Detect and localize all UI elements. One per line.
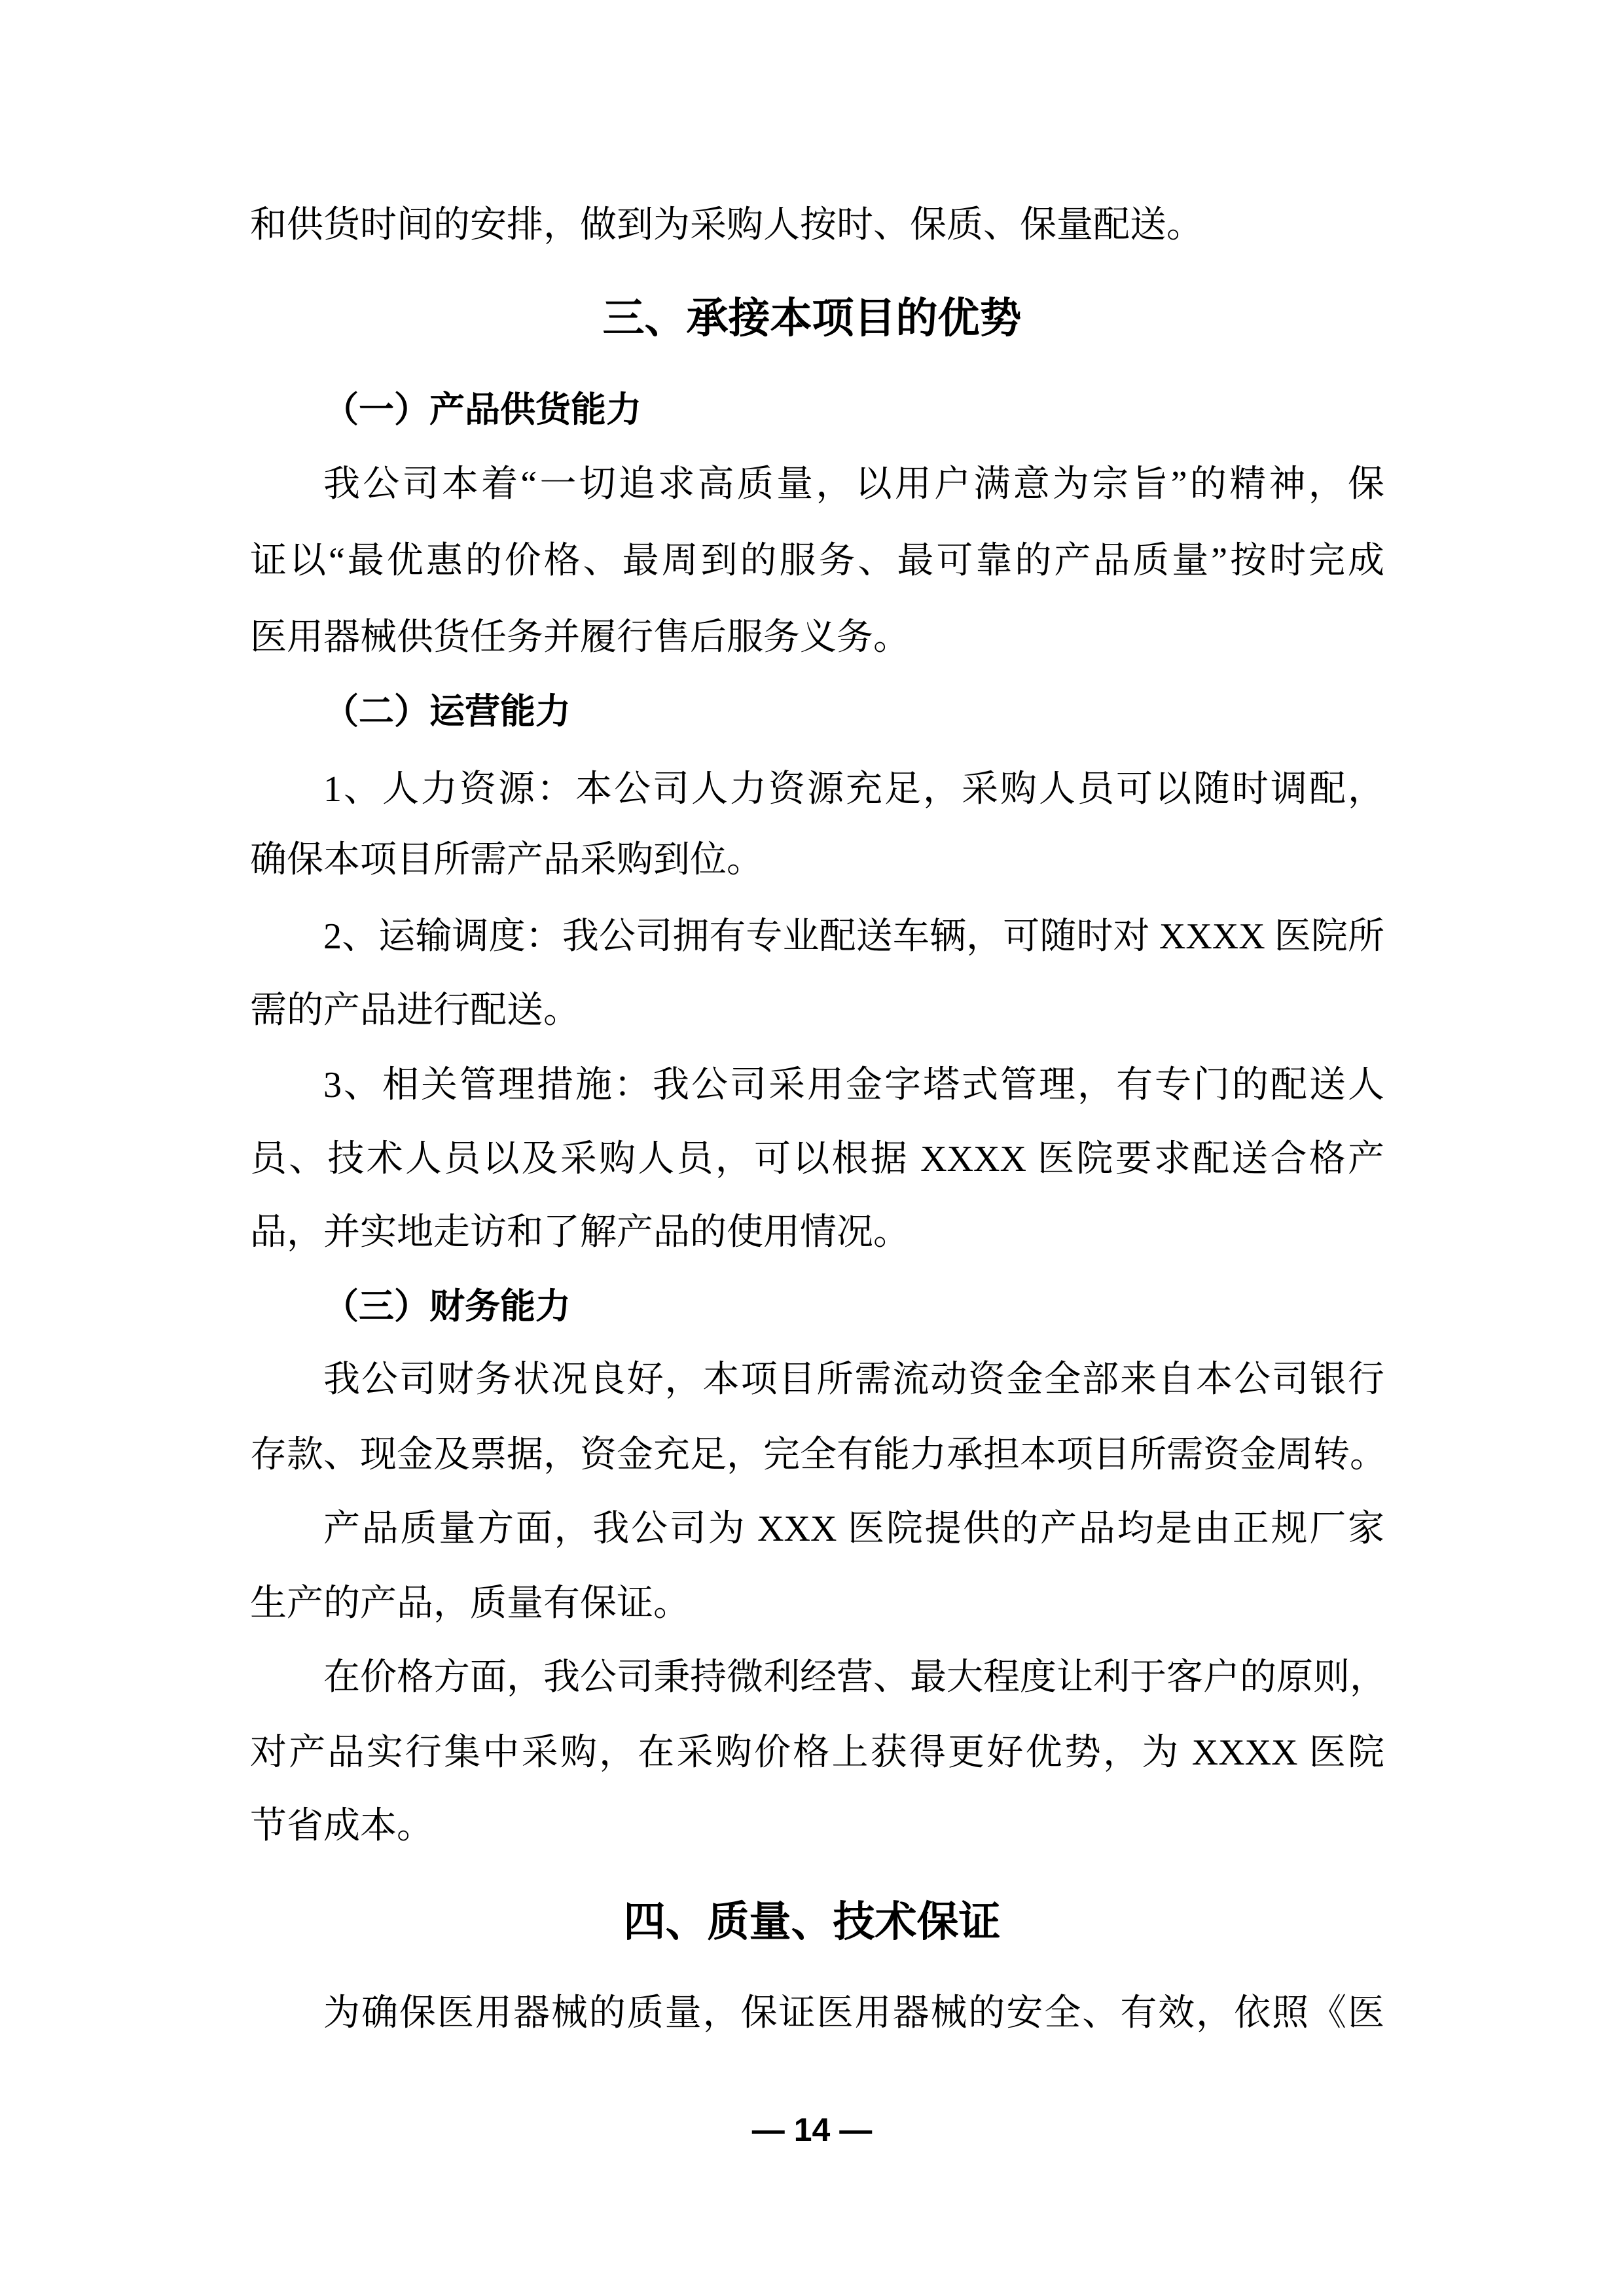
body-text-line: 对产品实行集中采购，在采购价格上获得更好优势，为 XXXX 医院 [250,1732,1385,1773]
body-text-line: 证以“最优惠的价格、最周到的服务、最可靠的产品质量”按时完成 [250,541,1384,581]
body-text-line: 生产的产品，质量有保证。 [250,1583,690,1624]
body-text-line: 为确保医用器械的质量，保证医用器械的安全、有效，依照《医 [323,1993,1384,2034]
body-text-line: 节省成本。 [250,1806,433,1846]
body-text-line: 我公司本着“一切追求高质量，以用户满意为宗旨”的精神，保 [323,464,1384,505]
subheading-supply-capacity: （一）产品供货能力 [323,390,641,429]
body-text-line: 员、技术人员以及采购人员，可以根据 XXXX 医院要求配送合格产 [250,1139,1384,1179]
section-heading-3: 三、承接本项目的优势 [602,295,1022,342]
subheading-finance: （三）财务能力 [323,1287,571,1326]
body-text-line: 和供货时间的安排，做到为采购人按时、保质、保量配送。 [250,205,1203,245]
subheading-operations: （二）运营能力 [323,692,571,731]
body-text-line: 产品质量方面，我公司为 XXX 医院提供的产品均是由正规厂家 [323,1509,1384,1549]
body-text-line: 需的产品进行配送。 [250,990,580,1031]
body-text-line: 确保本项目所需产品采购到位。 [250,840,763,880]
body-text-line: 我公司财务状况良好，本项目所需流动资金全部来自本公司银行 [323,1359,1384,1400]
body-text-line: 1、人力资源：本公司人力资源充足，采购人员可以随时调配， [323,769,1384,810]
body-text-line: 医用器械供货任务并履行售后服务义务。 [250,617,910,658]
body-text-line: 存款、现金及票据，资金充足，完全有能力承担本项目所需资金周转。 [250,1435,1386,1475]
page-number: — 14 — [751,2111,873,2148]
body-text-line: 品，并实地走访和了解产品的使用情况。 [250,1212,910,1253]
section-heading-4: 四、质量、技术保证 [623,1898,1001,1945]
body-text-line: 在价格方面，我公司秉持微利经营、最大程度让利于客户的原则， [323,1657,1386,1698]
body-text-line: 2、运输调度：我公司拥有专业配送车辆，可随时对 XXXX 医院所 [323,916,1384,957]
body-text-line: 3、相关管理措施：我公司采用金字塔式管理，有专门的配送人 [323,1065,1384,1105]
